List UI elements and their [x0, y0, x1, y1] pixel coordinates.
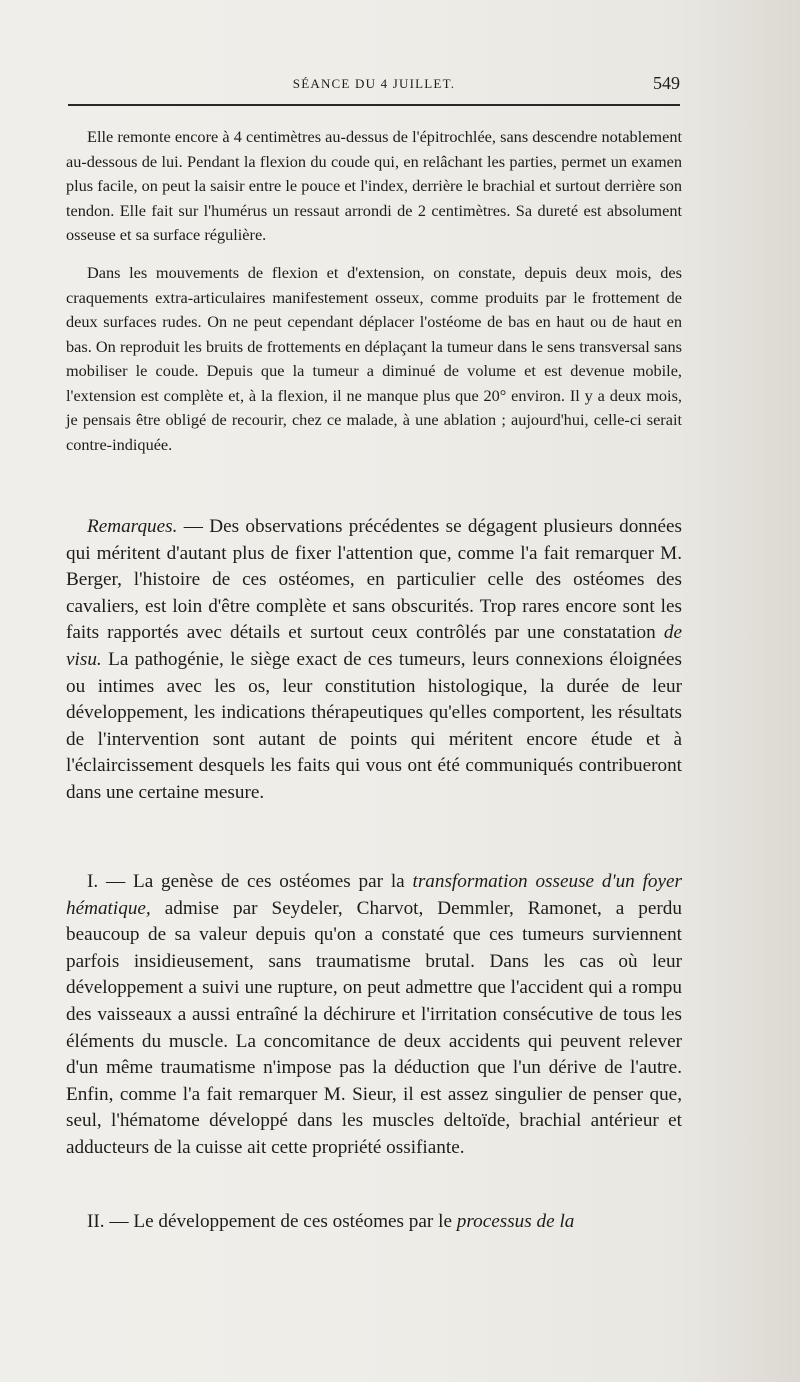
running-title: SÉANCE DU 4 JUILLET. [292, 76, 456, 91]
paragraph-1 [66, 125, 682, 248]
paragraph-section-1 [66, 869, 682, 1162]
paragraph-remarques [66, 514, 682, 807]
section-2-text-a: II. — Le développement de ces ostéomes par le [87, 1211, 457, 1232]
remarques-italic-de-visu: de visu. [66, 622, 682, 670]
page-number: 549 [653, 73, 680, 93]
section-1-italic: transformation osseuse d'un foyer hématique, [66, 871, 682, 919]
remarques-text-a: — Des observations précédentes se dégagent plusieurs données qui méritent d'autant plus de fixer l'attention que, comme l'a fait remarquer M. Berger, l'histoire de ces ostéomes, en particulier celle des ostéomes des cavaliers, est loin d'être complète et sans obscurités. Trop rares encore sont les faits rapportés avec détails et surtout ceux contrôlés par une constatation [66, 516, 682, 644]
section-1-text-c: admise par Seydeler, Charvot, Demmler, Ramonet, a perdu beaucoup de sa valeur depuis qu'on a constaté que ces tumeurs surviennent parfois insidieusement, sans traumatisme brutal. Dans les cas où leur développement a suivi une rupture, on peut admettre que l'accident qui a rompu des vaisseaux a aussi entraîné la déchirure et l'irritation consécutive de tous les éléments du muscle. La concomitance de deux accidents qui peuvent relever d'un même traumatisme n'impose pas la déduction que l'un dérive de l'autre. Enfin, comme l'a fait remarquer M. Sieur, il est assez singulier de penser que, seul, l'hématome développé dans les muscles deltoïde, brachial antérieur et adducteurs de la cuisse ait cette propriété ossifiante. [66, 897, 682, 1158]
section-1-text-a: I. — La genèse de ces ostéomes par la [87, 871, 413, 892]
page-header [66, 73, 682, 100]
paragraph-2-text: Dans les mouvements de flexion et d'extension, on constate, depuis deux mois, des craquements extra-articulaires manifestement osseux, comme produits par le frottement de deux surfaces rudes. On ne peut cependant déplacer l'ostéome de bas en haut ou de haut en bas. On reproduit les bruits de frottements en déplaçant la tumeur dans le sens transversal sans mobiliser le coude. Depuis que la tumeur a diminué de volume et est devenue mobile, l'extension est complète et, à la flexion, il ne manque plus que 20° environ. Il y a deux mois, je pensais être obligé de recourir, chez ce malade, à une ablation ; aujourd'hui, celle-ci serait contre-indiquée. [66, 263, 682, 454]
paragraph-1-text: Elle remonte encore à 4 centimètres au-dessus de l'épitrochlée, sans descendre notablement au-dessous de lui. Pendant la flexion du coude qui, en relâchant les parties, permet un examen plus facile, on peut la saisir entre le pouce et l'index, derrière le brachial et surtout derrière son tendon. Elle fait sur l'humérus un ressaut arrondi de 2 centimètres. Sa dureté est absolument osseuse et sa surface régulière. [66, 127, 682, 244]
remarques-heading: Remarques. [87, 516, 178, 537]
remarques-text-c: La pathogénie, le siège exact de ces tumeurs, leurs connexions éloignées ou intimes avec les os, leur constitution histologique, la durée de leur développement, les indications thérapeutiques qu'elles comportent, les résultats de l'intervention sont autant de points qui méritent encore étude et à l'éclaircissement desquels les faits qui vous ont été communiqués contribueront dans une certaine mesure. [66, 648, 682, 803]
header-rule [68, 104, 680, 106]
paragraph-2 [66, 261, 682, 457]
paragraph-section-2 [66, 1209, 682, 1236]
section-2-italic: processus de la [456, 1211, 575, 1232]
